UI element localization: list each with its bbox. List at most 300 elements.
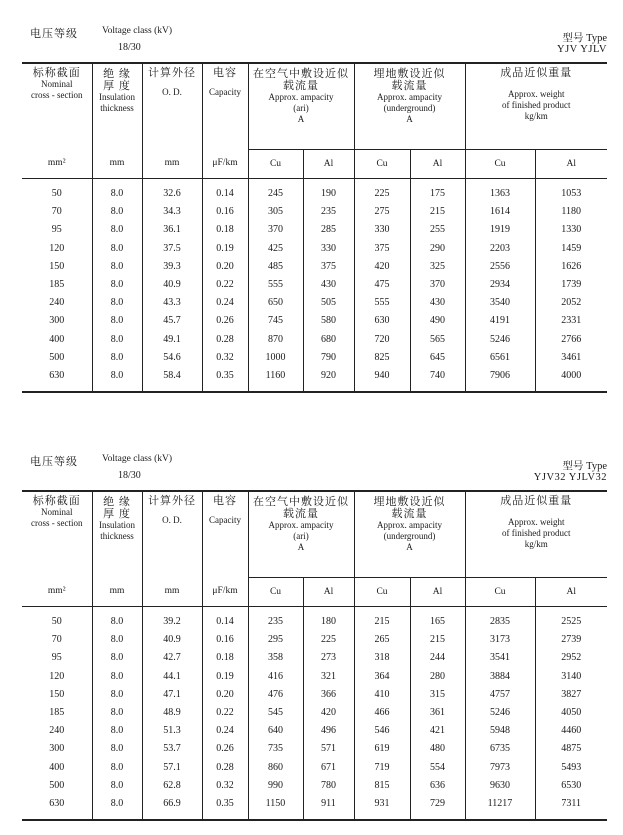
unit-od: mm (142, 577, 202, 606)
header-od (142, 491, 202, 577)
cell-weight-al: 1459 (535, 239, 607, 257)
header-air-en1: Approx. ampacity (268, 92, 334, 102)
cell-air-al: 330 (303, 239, 354, 257)
cell-od: 39.3 (142, 257, 202, 275)
cell-capacity: 0.35 (202, 794, 248, 819)
cell-section: 70 (51, 634, 62, 646)
cell-ground-al: 490 (410, 312, 465, 330)
cell-air-al: 430 (303, 275, 354, 293)
voltage-class-value: 18/30 (118, 42, 141, 53)
cell-ground-al: 315 (410, 685, 465, 703)
header-weight-en3: kg/km (524, 111, 548, 121)
cell-weight-al: 3827 (535, 685, 607, 703)
cell-ground-cu: 825 (354, 348, 410, 366)
cell-air-cu: 990 (248, 776, 303, 794)
cell-od: 36.1 (142, 221, 202, 239)
table-row (22, 703, 607, 721)
header-ground-cn: 埋地敷设近似 载流量 (373, 68, 446, 92)
header-air-en2: (ari) (293, 103, 309, 113)
cell-weight-al: 1739 (535, 275, 607, 293)
cell-weight-cu: 5246 (465, 330, 535, 348)
header-capacity-cn: 电容 (213, 495, 237, 507)
table-row (22, 722, 607, 740)
cell-ground-al: 430 (410, 294, 465, 312)
header-section-cn: 标称截面 (32, 495, 81, 507)
cell-ground-cu: 815 (354, 776, 410, 794)
header-air-cn: 在空气中敷设近似 载流量 (253, 68, 349, 92)
cell-od: 37.5 (142, 239, 202, 257)
header-ground-en1: Approx. ampacity (377, 92, 442, 102)
cell-section: 95 (51, 652, 62, 664)
cell-od: 43.3 (142, 294, 202, 312)
cell-ground-cu: 940 (354, 366, 410, 391)
cell-ground-al: 636 (410, 776, 465, 794)
cell-od: 51.3 (142, 722, 202, 740)
spec-table (22, 62, 607, 393)
type-value: YJV YJLV (557, 44, 607, 55)
header-od-cn: 计算外径 (148, 495, 196, 507)
unit-weight-al: Al (535, 577, 607, 606)
header-ground-en2: (underground) (383, 103, 436, 113)
cell-ground-al: 554 (410, 758, 465, 776)
cell-ground-cu: 466 (354, 703, 410, 721)
voltage-class-en: Voltage class (kV) (102, 26, 173, 36)
cell-capacity: 0.26 (202, 312, 248, 330)
cell-air-cu: 545 (248, 703, 303, 721)
unit-weight-al: Al (535, 149, 607, 178)
cell-weight-cu: 1614 (465, 203, 535, 221)
cell-section: 300 (49, 315, 65, 327)
unit-ground-al: Al (410, 149, 465, 178)
cell-insulation: 8.0 (92, 649, 142, 667)
cell-weight-cu: 7906 (465, 366, 535, 391)
cell-insulation: 8.0 (92, 178, 142, 203)
cell-air-cu: 870 (248, 330, 303, 348)
type-label: 型号 Type (562, 461, 607, 472)
cell-insulation: 8.0 (92, 221, 142, 239)
cell-insulation: 8.0 (92, 366, 142, 391)
cell-air-al: 321 (303, 667, 354, 685)
cell-section: 240 (49, 725, 65, 737)
cell-ground-cu: 330 (354, 221, 410, 239)
header-air-cn: 在空气中敷设近似 载流量 (253, 496, 349, 520)
table-row (22, 606, 607, 631)
cell-section: 50 (51, 616, 62, 628)
voltage-class-value: 18/30 (118, 470, 141, 481)
unit-section: mm² (22, 149, 92, 178)
header-row (22, 491, 607, 577)
header-capacity-en: Capacity (209, 87, 241, 97)
cell-ground-cu: 410 (354, 685, 410, 703)
header-od-cn: 计算外径 (148, 67, 196, 79)
header-air-ampacity (248, 63, 354, 149)
cell-weight-al: 3461 (535, 348, 607, 366)
block-header (22, 450, 607, 490)
table-row (22, 366, 607, 391)
header-air-en2: (ari) (293, 531, 309, 541)
header-ground-en3: A (406, 114, 413, 124)
header-weight (465, 491, 607, 577)
cell-ground-cu: 719 (354, 758, 410, 776)
voltage-class-cn: 电压等级 (30, 456, 78, 468)
header-section (22, 491, 92, 577)
header-capacity-en: Capacity (209, 515, 241, 525)
header-section (22, 63, 92, 149)
cell-air-cu: 476 (248, 685, 303, 703)
cell-capacity: 0.18 (202, 221, 248, 239)
cell-ground-cu: 475 (354, 275, 410, 293)
cell-weight-cu: 2203 (465, 239, 535, 257)
unit-insulation: mm (92, 149, 142, 178)
cell-ground-al: 215 (410, 631, 465, 649)
cell-od: 40.9 (142, 631, 202, 649)
cell-od: 62.8 (142, 776, 202, 794)
cell-ground-cu: 555 (354, 294, 410, 312)
cell-ground-al: 215 (410, 203, 465, 221)
type-label: 型号 Type (562, 33, 607, 44)
cell-insulation: 8.0 (92, 294, 142, 312)
cell-capacity: 0.26 (202, 740, 248, 758)
cell-air-al: 505 (303, 294, 354, 312)
cell-section: 185 (49, 279, 65, 291)
header-insulation-en1: Insulation (99, 92, 135, 102)
table-row (22, 649, 607, 667)
cell-weight-cu: 3540 (465, 294, 535, 312)
cell-weight-al: 2766 (535, 330, 607, 348)
header-insulation-en2: thickness (100, 103, 134, 113)
cell-air-cu: 425 (248, 239, 303, 257)
cell-insulation: 8.0 (92, 776, 142, 794)
cell-ground-al: 480 (410, 740, 465, 758)
cell-air-al: 420 (303, 703, 354, 721)
table-row (22, 667, 607, 685)
cell-insulation: 8.0 (92, 275, 142, 293)
cell-ground-cu: 420 (354, 257, 410, 275)
cell-capacity: 0.20 (202, 257, 248, 275)
unit-air-al: Al (303, 577, 354, 606)
cell-air-al: 911 (303, 794, 354, 819)
cell-weight-al: 2739 (535, 631, 607, 649)
header-air-en3: A (297, 542, 305, 552)
cell-section: 400 (49, 761, 65, 773)
cell-insulation: 8.0 (92, 703, 142, 721)
cell-air-cu: 1150 (248, 794, 303, 819)
cell-weight-cu: 11217 (465, 794, 535, 819)
cell-section: 630 (22, 366, 92, 391)
table-row (22, 758, 607, 776)
cell-air-al: 285 (303, 221, 354, 239)
cell-capacity: 0.24 (202, 294, 248, 312)
cell-od: 44.1 (142, 667, 202, 685)
cell-ground-al: 175 (410, 178, 465, 203)
cell-ground-al: 645 (410, 348, 465, 366)
header-row (22, 63, 607, 149)
header-capacity (202, 63, 248, 149)
table-row (22, 776, 607, 794)
cell-ground-al: 370 (410, 275, 465, 293)
cell-weight-cu: 6735 (465, 740, 535, 758)
header-insulation (92, 63, 142, 149)
table-row (22, 294, 607, 312)
cell-air-al: 235 (303, 203, 354, 221)
cell-air-cu: 555 (248, 275, 303, 293)
cell-air-cu: 370 (248, 221, 303, 239)
cell-weight-cu: 5246 (465, 703, 535, 721)
cell-insulation: 8.0 (92, 667, 142, 685)
cell-capacity: 0.16 (202, 631, 248, 649)
cell-od: 40.9 (142, 275, 202, 293)
cell-air-cu: 745 (248, 312, 303, 330)
cell-capacity: 0.22 (202, 703, 248, 721)
unit-ground-al: Al (410, 577, 465, 606)
cell-weight-al: 2525 (535, 606, 607, 631)
cell-weight-cu: 3173 (465, 631, 535, 649)
cell-air-al: 375 (303, 257, 354, 275)
cell-ground-al: 244 (410, 649, 465, 667)
header-ground-ampacity (354, 63, 465, 149)
cell-section: 70 (51, 206, 62, 218)
header-weight-en1: Approx. weight (508, 89, 565, 99)
unit-air-cu: Cu (248, 577, 303, 606)
cell-ground-cu: 630 (354, 312, 410, 330)
cell-weight-cu: 1919 (465, 221, 535, 239)
unit-od: mm (142, 149, 202, 178)
header-weight-en3: kg/km (524, 539, 548, 549)
table-row (22, 631, 607, 649)
unit-capacity: μF/km (202, 149, 248, 178)
cell-capacity: 0.14 (202, 606, 248, 631)
cell-insulation: 8.0 (92, 330, 142, 348)
cell-ground-cu: 619 (354, 740, 410, 758)
table-row (22, 221, 607, 239)
cell-od: 39.2 (142, 606, 202, 631)
cell-air-cu: 650 (248, 294, 303, 312)
cell-insulation: 8.0 (92, 722, 142, 740)
cell-section: 50 (51, 188, 62, 200)
cell-capacity: 0.19 (202, 667, 248, 685)
cell-ground-al: 729 (410, 794, 465, 819)
cell-capacity: 0.22 (202, 275, 248, 293)
header-section-cn: 标称截面 (32, 67, 81, 79)
cell-ground-al: 325 (410, 257, 465, 275)
cell-insulation: 8.0 (92, 257, 142, 275)
cell-od: 42.7 (142, 649, 202, 667)
cell-ground-al: 255 (410, 221, 465, 239)
table-row (22, 239, 607, 257)
cell-air-al: 580 (303, 312, 354, 330)
data-body (22, 606, 607, 820)
cell-weight-cu: 6561 (465, 348, 535, 366)
unit-air-cu: Cu (248, 149, 303, 178)
cell-ground-cu: 215 (354, 606, 410, 631)
cell-weight-cu: 2556 (465, 257, 535, 275)
cell-capacity: 0.14 (202, 178, 248, 203)
cell-air-cu: 1160 (248, 366, 303, 391)
unit-capacity: μF/km (202, 577, 248, 606)
cell-air-cu: 358 (248, 649, 303, 667)
cell-air-al: 225 (303, 631, 354, 649)
cell-air-al: 920 (303, 366, 354, 391)
unit-ground-cu: Cu (354, 577, 410, 606)
cell-air-cu: 640 (248, 722, 303, 740)
cell-section: 240 (49, 297, 65, 309)
cell-weight-al: 4460 (535, 722, 607, 740)
cell-weight-cu: 7973 (465, 758, 535, 776)
header-air-ampacity (248, 491, 354, 577)
cell-weight-al: 7311 (535, 794, 607, 819)
header-ground-ampacity (354, 491, 465, 577)
table-row (22, 275, 607, 293)
cell-air-cu: 295 (248, 631, 303, 649)
header-ground-en3: A (406, 542, 413, 552)
cell-od: 58.4 (142, 366, 202, 391)
header-od (142, 63, 202, 149)
cell-section: 95 (51, 224, 62, 236)
cell-section: 630 (22, 794, 92, 819)
unit-weight-cu: Cu (465, 149, 535, 178)
cell-capacity: 0.28 (202, 330, 248, 348)
cell-capacity: 0.19 (202, 239, 248, 257)
cell-weight-al: 6530 (535, 776, 607, 794)
cell-insulation: 8.0 (92, 203, 142, 221)
cell-ground-cu: 275 (354, 203, 410, 221)
cell-weight-cu: 9630 (465, 776, 535, 794)
header-insulation (92, 491, 142, 577)
cell-weight-cu: 3541 (465, 649, 535, 667)
cell-section: 185 (49, 707, 65, 719)
cell-insulation: 8.0 (92, 348, 142, 366)
cell-weight-cu: 2934 (465, 275, 535, 293)
cell-ground-al: 165 (410, 606, 465, 631)
cell-ground-al: 290 (410, 239, 465, 257)
header-section-en1: Nominal (41, 79, 73, 89)
table-row (22, 178, 607, 203)
cell-weight-al: 4050 (535, 703, 607, 721)
cell-ground-cu: 546 (354, 722, 410, 740)
header-weight (465, 63, 607, 149)
table-row (22, 740, 607, 758)
header-weight-en2: of finished product (502, 528, 571, 538)
cell-insulation: 8.0 (92, 685, 142, 703)
cell-od: 54.6 (142, 348, 202, 366)
cell-ground-al: 740 (410, 366, 465, 391)
block-header (22, 22, 607, 62)
cell-od: 34.3 (142, 203, 202, 221)
cell-air-cu: 860 (248, 758, 303, 776)
cell-ground-cu: 375 (354, 239, 410, 257)
cell-air-cu: 1000 (248, 348, 303, 366)
unit-insulation: mm (92, 577, 142, 606)
unit-air-al: Al (303, 149, 354, 178)
header-insulation-cn: 绝 缘 厚 度 (103, 68, 131, 92)
header-insulation-en1: Insulation (99, 520, 135, 530)
table-row (22, 203, 607, 221)
cell-weight-al: 2331 (535, 312, 607, 330)
cell-section: 150 (49, 688, 65, 700)
cell-air-al: 366 (303, 685, 354, 703)
cell-ground-cu: 720 (354, 330, 410, 348)
header-ground-cn: 埋地敷设近似 载流量 (373, 496, 446, 520)
cell-capacity: 0.24 (202, 722, 248, 740)
cell-od: 49.1 (142, 330, 202, 348)
table-row (22, 348, 607, 366)
cell-section: 120 (49, 242, 65, 254)
cell-weight-al: 2052 (535, 294, 607, 312)
cell-insulation: 8.0 (92, 631, 142, 649)
cell-insulation: 8.0 (92, 794, 142, 819)
header-od-en: O. D. (162, 515, 182, 525)
cell-section: 400 (49, 333, 65, 345)
cell-capacity: 0.32 (202, 348, 248, 366)
cell-ground-al: 280 (410, 667, 465, 685)
cell-insulation: 8.0 (92, 239, 142, 257)
cable-spec-block (22, 450, 607, 821)
header-weight-cn: 成品近似重量 (500, 67, 573, 79)
header-air-en1: Approx. ampacity (268, 520, 334, 530)
header-weight-en1: Approx. weight (508, 517, 565, 527)
cell-section: 300 (49, 743, 65, 755)
header-od-en: O. D. (162, 87, 182, 97)
cell-weight-cu: 4191 (465, 312, 535, 330)
cell-air-al: 273 (303, 649, 354, 667)
cell-capacity: 0.16 (202, 203, 248, 221)
cell-air-cu: 735 (248, 740, 303, 758)
cell-section: 500 (49, 779, 65, 791)
header-capacity-cn: 电容 (213, 67, 237, 79)
cell-air-cu: 416 (248, 667, 303, 685)
cell-weight-cu: 4757 (465, 685, 535, 703)
table-row (22, 312, 607, 330)
cell-air-al: 180 (303, 606, 354, 631)
header-section-en2: cross - section (31, 518, 83, 528)
cell-air-cu: 245 (248, 178, 303, 203)
cell-ground-al: 565 (410, 330, 465, 348)
cell-od: 47.1 (142, 685, 202, 703)
cell-od: 48.9 (142, 703, 202, 721)
voltage-class-cn: 电压等级 (30, 28, 78, 40)
cell-section: 500 (49, 351, 65, 363)
cell-od: 57.1 (142, 758, 202, 776)
type-value: YJV32 YJLV32 (533, 472, 607, 483)
cell-ground-al: 361 (410, 703, 465, 721)
cell-insulation: 8.0 (92, 758, 142, 776)
spec-table (22, 490, 607, 821)
header-ground-en2: (underground) (383, 531, 436, 541)
cell-od: 53.7 (142, 740, 202, 758)
cell-ground-al: 421 (410, 722, 465, 740)
cell-capacity: 0.28 (202, 758, 248, 776)
cell-weight-cu: 1363 (465, 178, 535, 203)
cell-ground-cu: 364 (354, 667, 410, 685)
cell-weight-cu: 5948 (465, 722, 535, 740)
cell-weight-al: 1053 (535, 178, 607, 203)
data-body (22, 178, 607, 392)
cell-air-al: 496 (303, 722, 354, 740)
cell-air-cu: 235 (248, 606, 303, 631)
cell-section: 150 (49, 260, 65, 272)
cell-air-al: 790 (303, 348, 354, 366)
cell-weight-cu: 2835 (465, 606, 535, 631)
cable-spec-block (22, 22, 607, 393)
cell-ground-cu: 225 (354, 178, 410, 203)
cell-section: 120 (49, 670, 65, 682)
cell-capacity: 0.18 (202, 649, 248, 667)
cell-air-al: 780 (303, 776, 354, 794)
unit-section: mm² (22, 577, 92, 606)
cell-weight-cu: 3884 (465, 667, 535, 685)
cell-air-al: 190 (303, 178, 354, 203)
cell-weight-al: 5493 (535, 758, 607, 776)
